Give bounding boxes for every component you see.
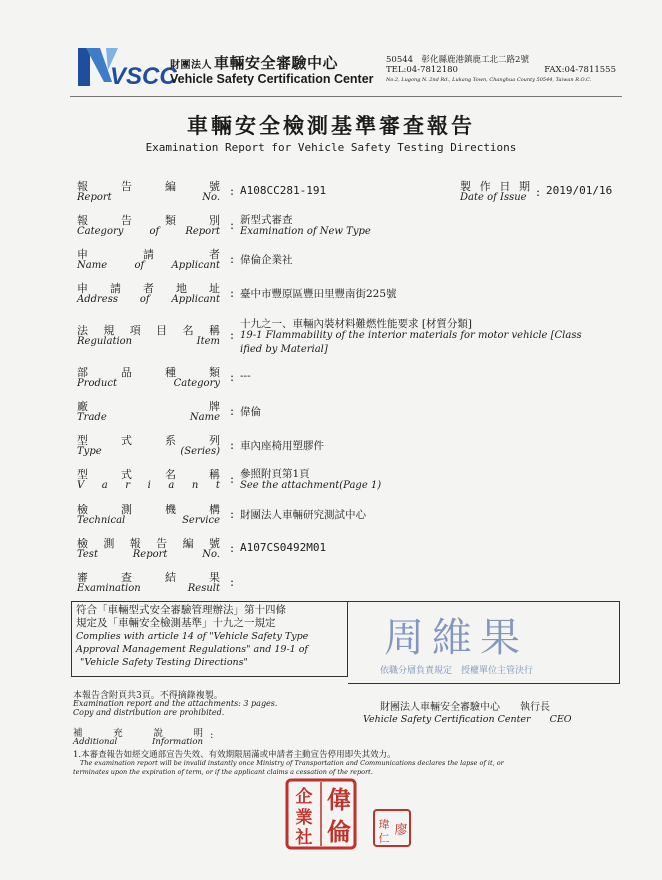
label-part: 型 [77,468,88,481]
label-part: 期 [518,180,530,193]
label-part: Report [185,226,220,237]
label-part: 名 [165,468,176,481]
representative-seal [372,808,412,848]
label-part: Address [77,294,118,305]
delegation-note: 依職分層負責規定 授權單位主管決行 [380,666,534,676]
org-name-zh-text: 車輛安全審驗中心 [214,54,339,72]
label-part: 果 [209,571,220,584]
regulation-label-en [77,336,220,347]
seal-char: 瑋 [378,818,390,831]
regulation-value-1: 19-1 Flammability of the interior materials for motor vehicle [Class [240,330,582,341]
label-part: (Series) [180,446,220,457]
header-divider [70,96,622,97]
label-part: 類 [165,214,176,227]
label-part: 報 [77,180,88,193]
seal-char: 廖 [394,823,408,838]
issue-date-label-en: Date of Issue [460,192,527,203]
label-part: 號 [209,180,220,193]
type-series-value: 車內座椅用塑膠件 [240,440,324,452]
trade-name-value: 偉倫 [240,406,261,418]
label-part: 式 [121,468,132,481]
compliance-zh-2: 規定及「車輛安全檢測基準」十九之一規定 [76,617,276,629]
additional-label-en [73,737,203,747]
label-part: 告 [156,537,168,550]
label-part: 類 [209,366,220,379]
label-part: 項 [129,324,141,337]
trade-name-label-en [77,412,220,423]
copy-note-en: Copy and distribution are prohibited. [73,708,225,717]
org-name-zh [170,52,338,73]
header-address-en: No.2, Lugong N. 2nd Rd., Lukang Town, Changhua County 50544, Taiwan R.O.C. [386,77,592,83]
result-label-en [77,583,220,594]
label-part: 稱 [208,324,220,337]
compliance-box [71,601,348,677]
label-part: 審 [77,571,88,584]
label-part: 報 [77,214,88,227]
address-label-en [77,294,220,305]
technical-service-colon: : [230,507,235,521]
seal-char: 社 [295,828,313,848]
label-part: 說 [153,728,163,739]
label-part: 補 [73,728,83,739]
label-part: a [168,480,175,491]
result-colon: : [230,575,235,589]
label-part: Trade [77,412,107,423]
label-part: 充 [113,728,123,739]
header-address-zh: 50544 彰化縣鹿港鎮鹿工北二路2號 [386,55,529,65]
label-part: Examination [77,583,141,594]
report-no-label-en [77,192,220,203]
issue-date-colon: : [536,185,541,199]
header-tel: TEL:04-7812180 [386,65,458,75]
label-part: Category [77,226,124,237]
label-part: 編 [182,537,194,550]
label-part: of [139,294,150,305]
label-part: 結 [165,571,176,584]
label-part: r [125,480,131,491]
label-part: Product [77,378,117,389]
label-part: 種 [165,366,176,379]
label-part: 報 [129,537,141,550]
category-label-en [77,226,220,237]
type-series-label-en [77,446,220,457]
label-part: 品 [121,366,132,379]
label-part: 名 [182,324,194,337]
label-part: 檢 [77,503,88,516]
report-no-value: A108CC281-191 [240,184,327,197]
org-name-en: Vehicle Safety Certification Center [170,72,374,86]
org-prefix: 財團法人 [170,60,212,71]
product-value: --- [240,370,251,382]
label-part: 系 [165,434,176,447]
product-label-en [77,378,220,389]
test-report-no-colon: : [230,541,235,555]
signatory-en: Vehicle Safety Certification Center CEO [363,714,572,725]
test-report-no-value: A107CS0492M01 [240,541,327,554]
vscc-logo-icon [78,44,178,88]
label-part: Category [173,378,220,389]
label-part: Report [77,192,112,203]
label-part: Report [132,549,168,560]
address-colon: : [230,286,235,300]
label-part: No. [202,549,220,560]
label-part: 機 [165,503,176,516]
seal-char: 仁 [378,832,390,845]
label-part: a [101,480,108,491]
label-part: 明 [193,728,203,739]
label-part: Applicant [171,260,220,271]
header-contact [386,65,616,75]
label-part: 構 [209,503,220,516]
label-part: 申 [77,248,88,261]
report-no-colon: : [230,184,235,198]
label-part: i [147,480,151,491]
label-part: Result [187,583,220,594]
category-colon: : [230,218,235,232]
product-colon: : [230,370,235,384]
label-part: 檢 [77,537,88,550]
label-part: 規 [103,324,115,337]
label-part: 編 [165,180,176,193]
variant-value-1: See the attachment(Page 1) [240,480,382,491]
label-part: 申 [77,282,88,295]
label-part: 查 [121,571,132,584]
label-part: Service [182,515,220,526]
test-report-no-label-en [77,549,220,560]
label-part: 目 [156,324,168,337]
header-fax: FAX:04-7811555 [544,65,616,75]
category-value: 新型式審查 [240,214,293,226]
report-title-zh: 車輛安全檢測基準審查報告 [187,113,475,138]
applicant-value: 偉倫企業社 [240,254,293,266]
label-part: 告 [121,214,132,227]
label-part: Item [196,336,220,347]
label-part: 者 [143,282,154,295]
label-part: 請 [110,282,121,295]
regulation-value-2: ified by Material] [240,344,328,355]
seal-char: 業 [295,808,313,828]
label-part: 式 [121,434,132,447]
label-part: Additional [73,737,118,747]
label-part: 法 [77,324,88,337]
additional-colon: : [210,730,214,741]
label-part: 製 [460,180,471,193]
label-part: n [191,480,199,491]
label-part: 測 [121,503,132,516]
issue-date-value: 2019/01/16 [546,184,613,197]
label-part: No. [202,192,220,203]
label-part: V [77,480,85,491]
pages-note-zh: 本報告含附頁共3頁。不得摘錄複製。 [73,691,223,701]
label-part: of [134,260,145,271]
label-part: Test [77,549,98,560]
label-part: Name [189,412,220,423]
label-part: 型 [77,434,88,447]
seal-char: 偉 [327,785,351,814]
validity-note-en-1: The examination report will be invalid instantly once Ministry of Transportation and Communications declares the lapse of it, or [80,759,504,767]
applicant-label-en [77,260,220,271]
label-part: Applicant [171,294,220,305]
logo-letters: VSCC [110,63,177,88]
address-value: 臺中市豐原區豐田里豐南街225號 [240,288,397,300]
category-value-1: Examination of New Type [240,226,371,237]
technical-service-value: 財團法人車輛研究測試中心 [240,509,366,521]
compliance-en-2: Approval Management Regulations" and 19-1 of [76,644,308,655]
label-part: 作 [479,180,491,193]
signatory-zh: 財團法人車輛安全審驗中心 執行長 [380,702,550,713]
label-part: 測 [103,537,115,550]
compliance-en-3: "Vehicle Safety Testing Directions" [80,657,248,668]
seal-char: 企 [295,787,313,807]
label-part: 號 [208,537,220,550]
label-part: 稱 [209,468,220,481]
regulation-colon: : [230,328,235,342]
regulation-value: 十九之一、車輛內裝材料難燃性能要求 [材質分類] [240,318,473,330]
validity-note-en-2: terminates upon the expiration of term, or if the applicant claims a cessation of the report. [73,768,373,776]
variant-label-en [77,480,220,491]
label-part: 請 [143,248,154,261]
label-part: 牌 [209,400,220,413]
compliance-zh-1: 符合「車輛型式安全審驗管理辦法」第十四條 [76,604,286,616]
technical-service-label-en [77,515,220,526]
variant-value: 參照附頁第1頁 [240,468,310,480]
variant-colon: : [230,472,235,486]
label-part: 日 [499,180,511,193]
label-part: 者 [209,248,220,261]
label-part: 列 [209,434,220,447]
validity-note-zh: 1.本審查報告如經交通部宣告失效、有效期限屆滿或申請者主動宣告停用即失其效力。 [73,750,396,760]
label-part: 址 [209,282,220,295]
label-part: 地 [176,282,187,295]
label-part: Information [151,737,203,747]
label-part: 別 [209,214,220,227]
pages-note-en: Examination report and the attachments: 3 pages. [73,699,278,708]
label-part: 告 [121,180,132,193]
compliance-en-1: Complies with article 14 of "Vehicle Safety Type [76,631,309,642]
label-part: of [149,226,160,237]
applicant-colon: : [230,252,235,266]
ceo-name-stamp: 周維果 [384,615,528,661]
trade-name-colon: : [230,404,235,418]
label-part: Technical [77,515,126,526]
label-part: 廠 [77,400,88,413]
type-series-colon: : [230,438,235,452]
label-part: Regulation [77,336,133,347]
label-part: t [215,480,220,491]
label-part: Type [77,446,102,457]
report-title-en: Examination Report for Vehicle Safety Testing Directions [145,141,517,154]
label-part: 部 [77,366,88,379]
label-part: Name [77,260,108,271]
company-seal [285,778,357,850]
seal-char: 倫 [327,817,351,846]
